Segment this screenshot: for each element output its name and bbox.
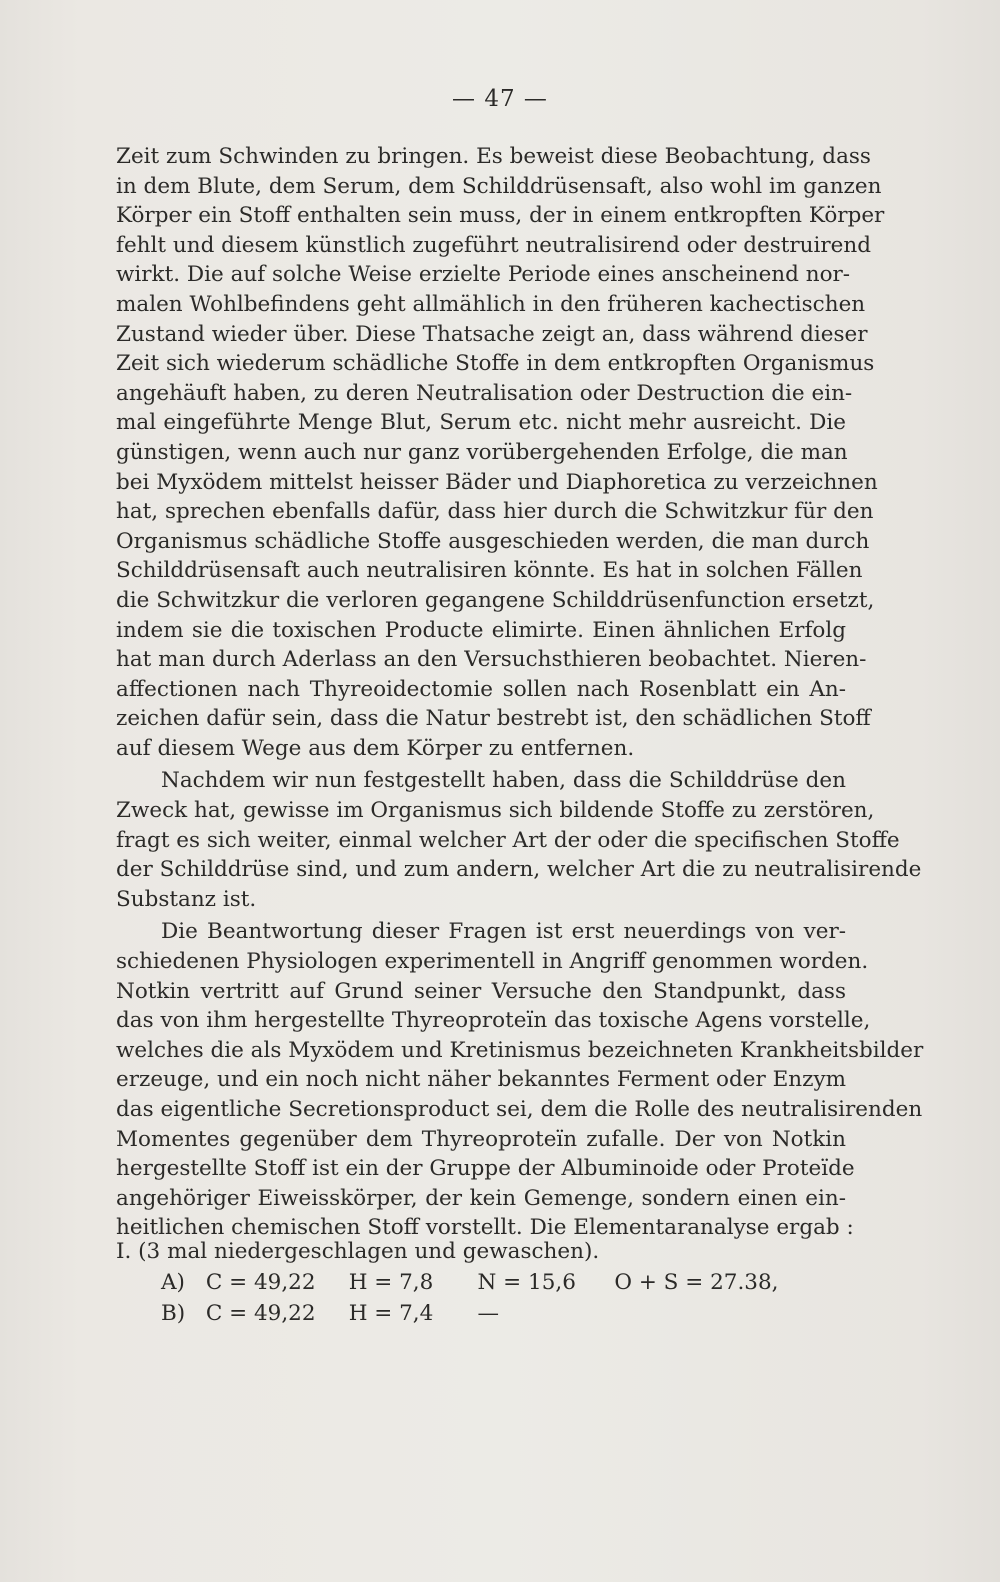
nitrogen-value: — (477, 1301, 500, 1326)
paragraph-2 (116, 766, 922, 914)
text-line: Organismus schädliche Stoffe ausgeschieden werden, die man durch (116, 528, 870, 554)
text-line: Zeit sich wiederum schädliche Stoffe in dem entkropften Organismus (116, 351, 875, 377)
text-line: schiedenen Physiologen experimentell in Angriff genommen worden. (116, 949, 869, 975)
text-line: die Schwitzkur die verloren gegangene Schilddrüsenfunction ersetzt, (116, 587, 875, 613)
text-line: Nachdem wir nun festgestellt haben, dass die Schilddrüse den (161, 768, 846, 794)
text-line: zeichen dafür sein, dass die Natur bestrebt ist, den schädlichen Stoff (116, 706, 871, 732)
analysis-row-a (116, 1267, 846, 1298)
text-line: hat man durch Aderlass an den Versuchsthieren beobachtet. Nieren- (116, 647, 867, 673)
text-line: bei Myxödem mittelst heisser Bäder und Diaphoretica zu verzeichnen (116, 469, 878, 495)
text-line: auf diesem Wege aus dem Körper zu entfernen. (116, 735, 635, 761)
text-line: das eigentliche Secretionsproduct sei, dem die Rolle des neutralisirenden (116, 1097, 923, 1122)
hydrogen-value: H = 7,8 (348, 1270, 434, 1295)
text-line: mal eingeführte Menge Blut, Serum etc. nicht mehr ausreicht. Die (116, 410, 846, 436)
text-line: fragt es sich weiter, einmal welcher Art der oder die specifischen Stoffe (116, 827, 900, 853)
carbon-value: C = 49,22 (205, 1270, 316, 1295)
text-line: Zeit zum Schwinden zu bringen. Es beweist diese Beobachtung, dass (116, 144, 871, 169)
text-line: Substanz ist. (116, 886, 257, 912)
text-line: erzeuge, und ein noch nicht näher bekanntes Ferment oder Enzym (116, 1067, 846, 1093)
oxygen-sulfur-value: O + S = 27.38, (614, 1270, 779, 1295)
hydrogen-value: H = 7,4 (348, 1301, 434, 1326)
text-line: das von ihm hergestellte Thyreoproteïn das toxische Agens vorstelle, (116, 1008, 871, 1034)
text-line: fehlt und diesem künstlich zugeführt neutralisirend oder destruirend (116, 232, 872, 258)
analysis-heading (116, 1236, 846, 1267)
text-line: Notkin vertritt auf Grund seiner Versuche den Standpunkt, dass (116, 978, 846, 1004)
analysis-row-b (116, 1298, 846, 1329)
elemental-analysis (116, 1236, 846, 1329)
row-label: A) (161, 1270, 185, 1295)
analysis-heading-text: I. (3 mal niedergeschlagen und gewaschen). (116, 1239, 600, 1264)
nitrogen-value: N = 15,6 (477, 1270, 576, 1295)
text-line: der Schilddrüse sind, und zum andern, welcher Art die zu neutralisirende (116, 857, 922, 883)
page-number: — 47 — (452, 86, 548, 112)
text-line: hat, sprechen ebenfalls dafür, dass hier durch die Schwitzkur für den (116, 499, 874, 525)
text-line: in dem Blute, dem Serum, dem Schilddrüsensaft, also wohl im ganzen (116, 173, 882, 199)
text-line: günstigen, wenn auch nur ganz vorübergehenden Erfolge, die man (116, 439, 848, 465)
text-line: malen Wohlbefindens geht allmählich in den früheren kachectischen (116, 291, 866, 317)
text-line: Schilddrüsensaft auch neutralisiren könnte. Es hat in solchen Fällen (116, 558, 863, 584)
text-line: hergestellte Stoff ist ein der Gruppe der Albuminoide oder Proteïde (116, 1156, 855, 1182)
text-line: welches die als Myxödem und Kretinismus bezeichneten Krankheitsbilder (116, 1037, 924, 1063)
text-line: Zweck hat, gewisse im Organismus sich bildende Stoffe zu zerstören, (116, 798, 875, 824)
carbon-value: C = 49,22 (205, 1301, 316, 1326)
text-line: affectionen nach Thyreoidectomie sollen nach Rosenblatt ein An- (116, 676, 846, 702)
text-line: angehöriger Eiweisskörper, der kein Gemenge, sondern einen ein- (116, 1185, 846, 1211)
body-text (116, 142, 924, 1243)
text-line: Zustand wieder über. Diese Thatsache zeigt an, dass während dieser (116, 321, 868, 347)
paragraph-1 (116, 142, 885, 763)
text-line: Die Beantwortung dieser Fragen ist erst neuerdings von ver- (161, 919, 846, 945)
text-line: Körper ein Stoff enthalten sein muss, der in einem entkropften Körper (116, 203, 885, 229)
text-line: angehäuft haben, zu deren Neutralisation oder Destruction die ein- (116, 380, 853, 406)
text-line: wirkt. Die auf solche Weise erzielte Periode eines anscheinend nor- (116, 262, 851, 288)
text-line: heitlichen chemischen Stoff vorstellt. Die Elementaranalyse ergab : (116, 1215, 854, 1241)
paragraph-3 (116, 917, 924, 1243)
row-label: B) (161, 1301, 186, 1326)
text-line: Momentes gegenüber dem Thyreoproteïn zufalle. Der von Notkin (116, 1126, 846, 1152)
text-line: indem sie die toxischen Producte elimirte. Einen ähnlichen Erfolg (116, 617, 846, 643)
